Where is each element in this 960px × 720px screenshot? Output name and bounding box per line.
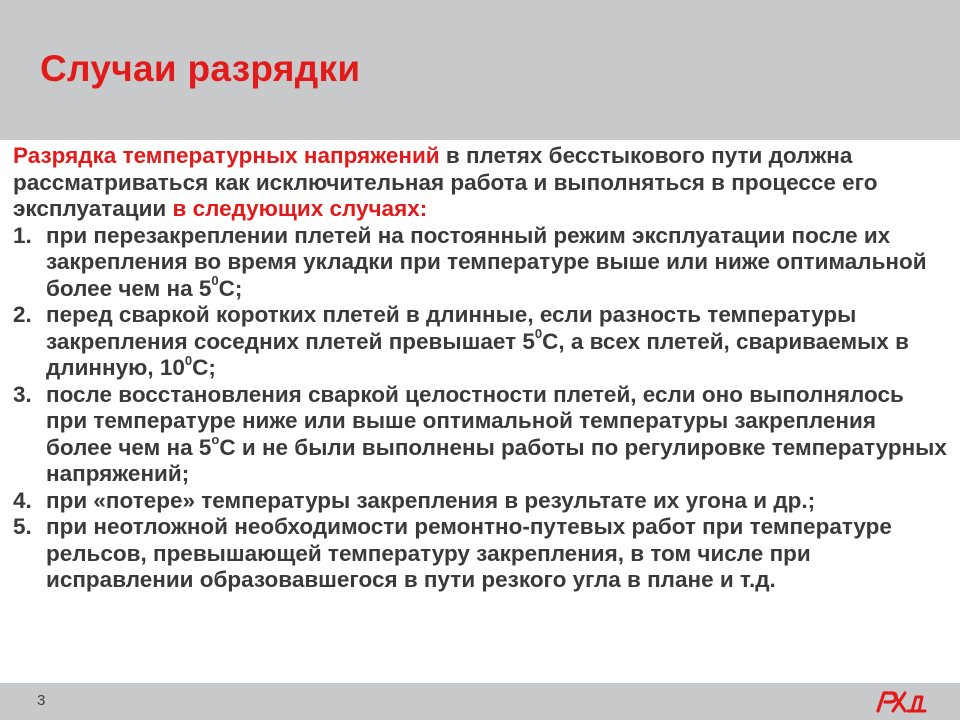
intro-highlight-end: в следующих случаях: bbox=[172, 196, 428, 221]
page-number: 3 bbox=[37, 692, 46, 709]
degree-sup: 0 bbox=[184, 352, 193, 368]
intro-paragraph bbox=[13, 143, 948, 223]
degree-sup: 0 bbox=[534, 326, 543, 341]
list-item-text: при перезакреплении плетей на постоянный режим эксплуатации после их закрепления во время укладки при температуре выше или ниже оптимальной более чем на 5 bbox=[46, 222, 927, 301]
slide-header bbox=[0, 0, 960, 140]
list-item bbox=[13, 302, 948, 382]
list-item bbox=[13, 382, 948, 488]
list-item-text: С, а всех плетей, свариваемых в длинную, 10 bbox=[46, 328, 909, 380]
degree-sup: 0 bbox=[211, 273, 219, 288]
list-item-tail: С и не были выполнены работы по регулировке температурных напряжений; bbox=[46, 434, 947, 486]
list-item-number: 4. bbox=[13, 487, 32, 513]
slide-body bbox=[13, 143, 948, 594]
degree-sup: о bbox=[211, 432, 220, 447]
intro-highlight: Разрядка температурных напряжений bbox=[13, 143, 440, 168]
list-item-number: 5. bbox=[13, 514, 32, 539]
list-item-tail: С; bbox=[192, 355, 216, 380]
list-item bbox=[13, 514, 948, 594]
list-item bbox=[13, 223, 948, 303]
list-item-tail: С; bbox=[218, 275, 243, 301]
rzd-logo-icon bbox=[872, 687, 928, 715]
list-item-text: перед сваркой коротких плетей в длинные, если разность температуры закрепления соседних плетей превышает 5 bbox=[46, 302, 857, 354]
list-item-text: при неотложной необходимости ремонтно-путевых работ при температуре рельсов, превышающей температуру закрепления, в том числе при исправлении образовавшегося в пути резкого угла в плане и т.д. bbox=[46, 514, 892, 592]
slide-footer bbox=[0, 683, 960, 720]
list-item-number: 3. bbox=[13, 381, 32, 407]
cases-list bbox=[13, 223, 948, 594]
list-item-text: при «потере» температуры закрепления в результате их угона и др.; bbox=[46, 487, 816, 513]
list-item bbox=[13, 488, 948, 515]
intro-text: в плетях бесстыкового пути должна рассматриваться как исключительная работа и выполняться в процессе его эксплуатации bbox=[13, 143, 878, 221]
slide-title: Случаи разрядки bbox=[40, 48, 361, 89]
list-item-number: 1. bbox=[13, 222, 32, 248]
list-item-text: после восстановления сваркой целостности плетей, если оно выполнялось при температуре ниже или выше оптимальной температуры закрепления более чем на 5 bbox=[46, 381, 904, 460]
list-item-number: 2. bbox=[13, 302, 32, 327]
